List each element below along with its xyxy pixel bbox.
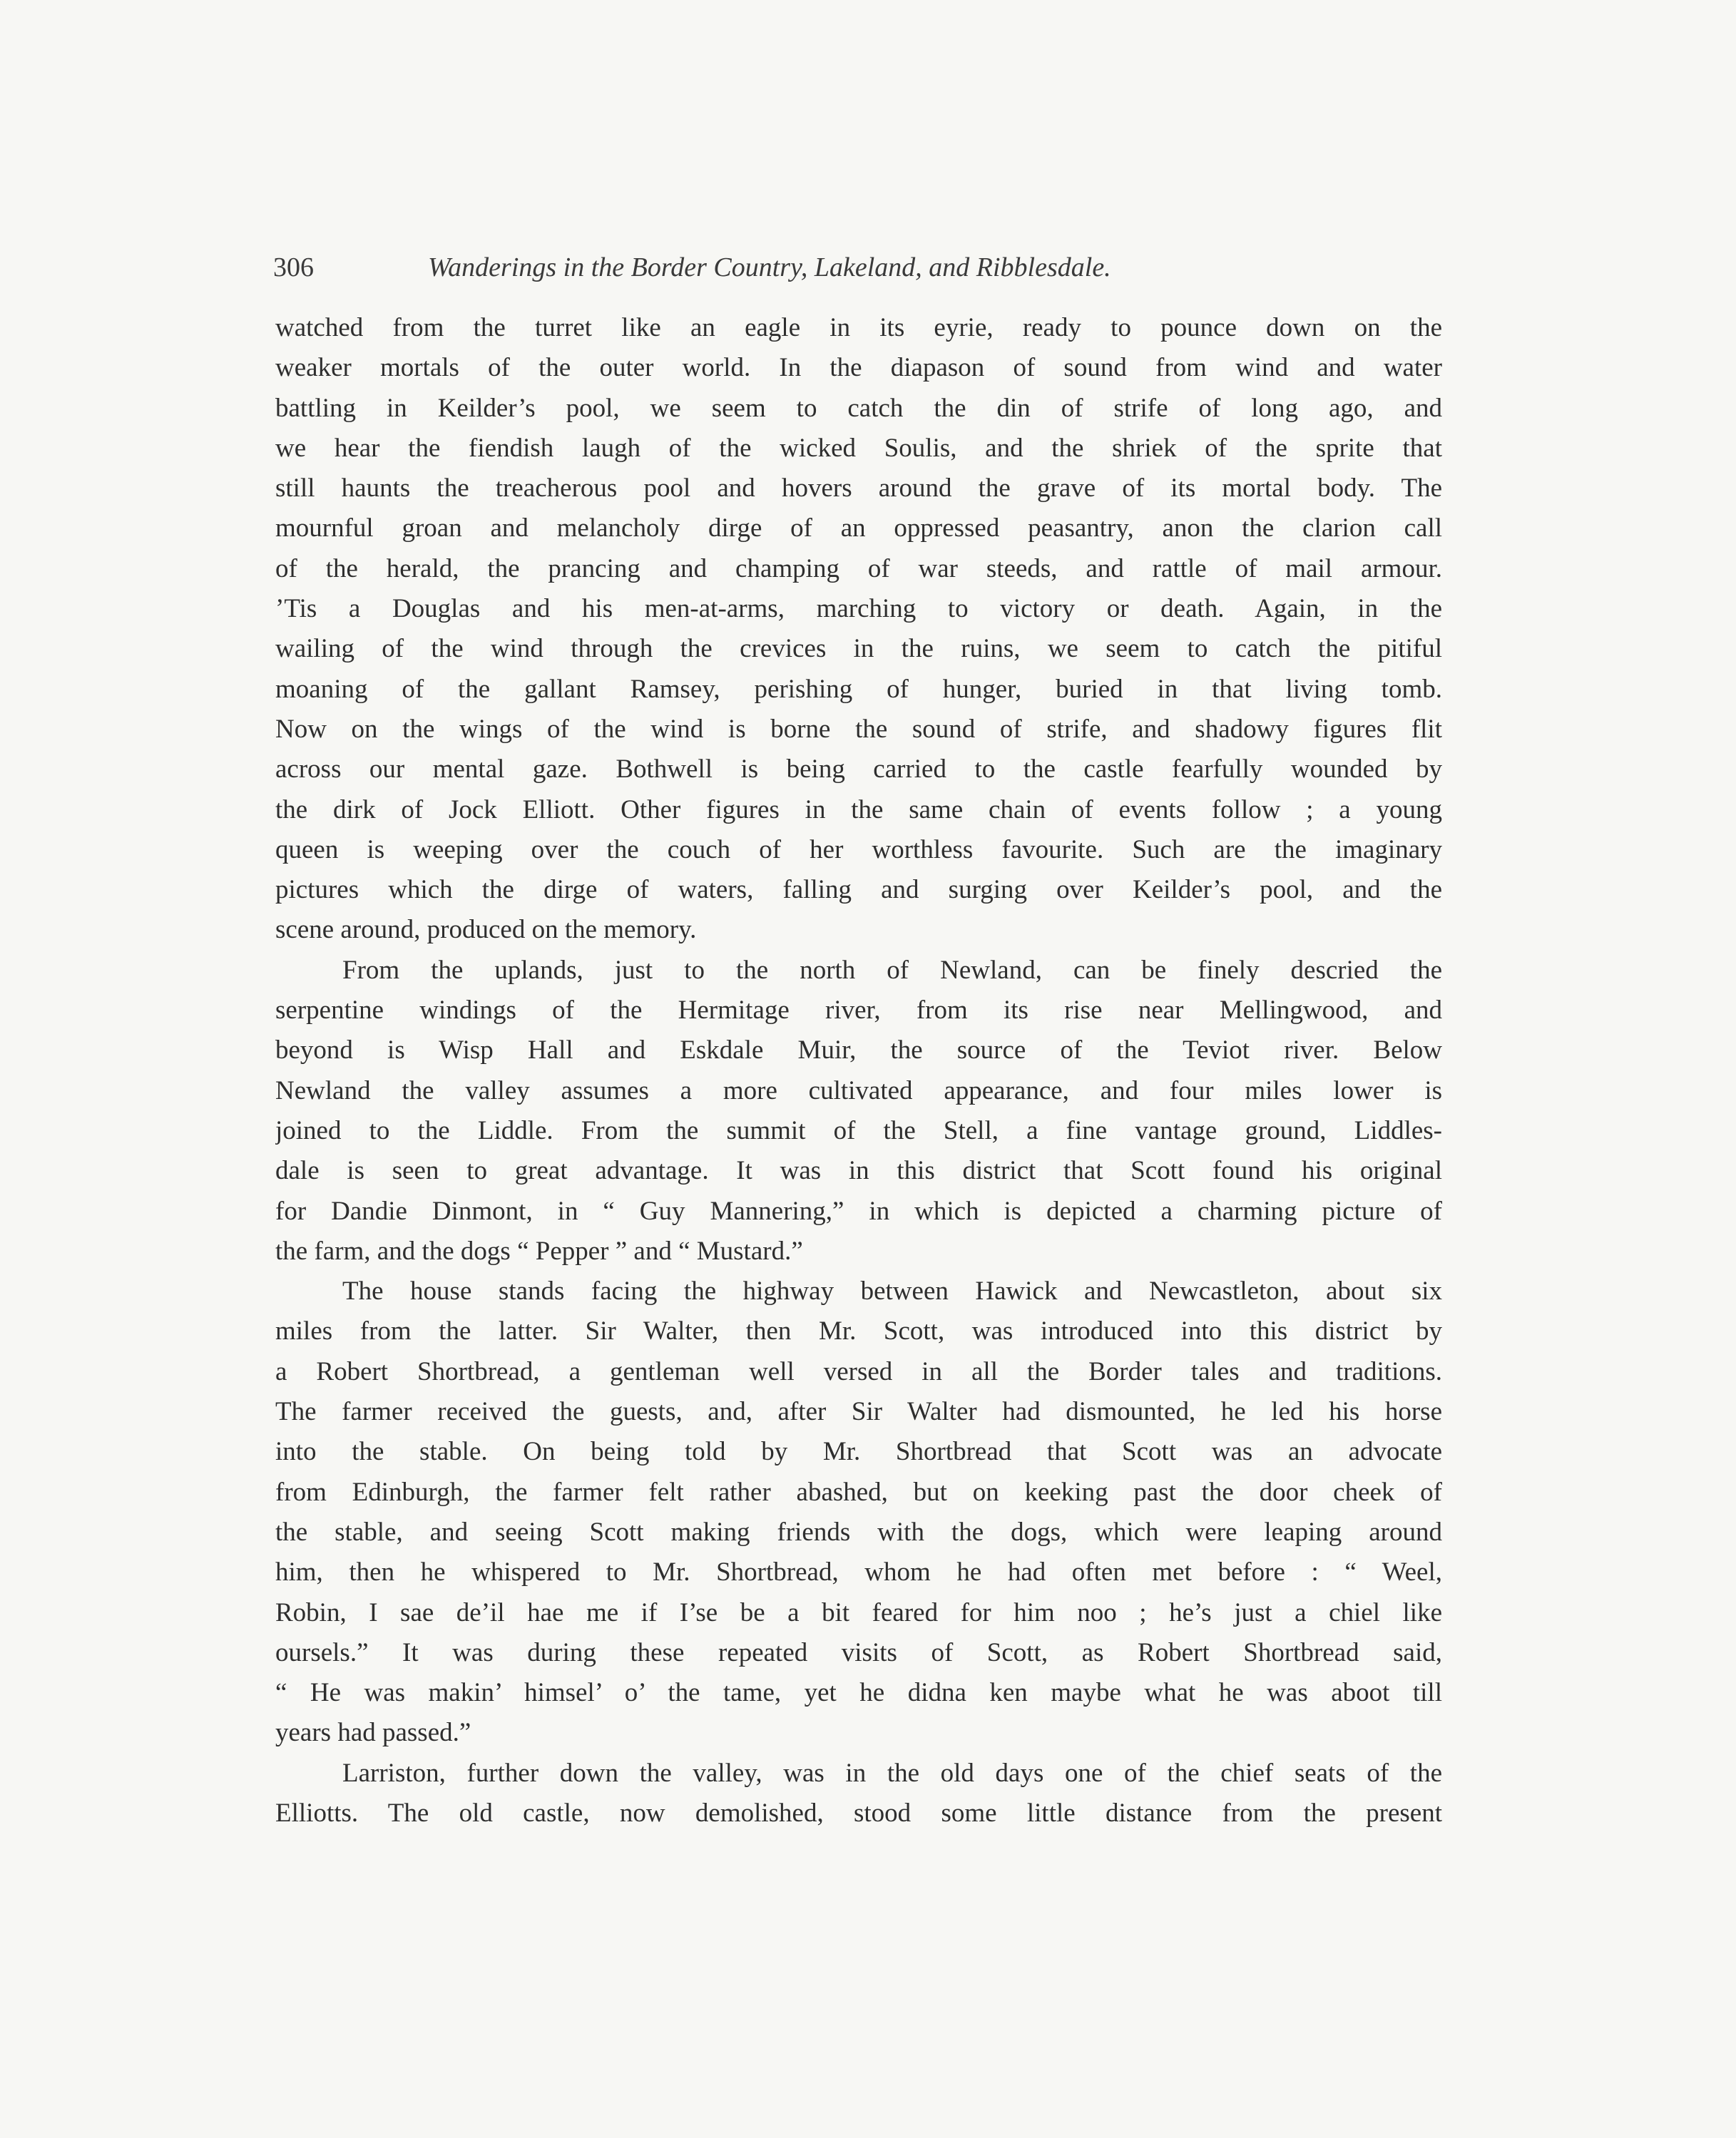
paragraph-start-line: The house stands facing the highway between Hawick and Newcastleton, about six bbox=[342, 1277, 1442, 1306]
text-line: queen is weeping over the couch of her worthless favourite. Such are the imaginary bbox=[275, 834, 1442, 864]
text-line: “ He was makin’ himsel’ o’ the tame, yet he didna ken maybe what he was aboot till bbox=[275, 1678, 1442, 1708]
text-line: The farmer received the guests, and, after Sir Walter had dismounted, he led his horse bbox=[275, 1397, 1442, 1427]
text-line: mournful groan and melancholy dirge of an oppressed peasantry, anon the clarion call bbox=[275, 513, 1442, 543]
text-line: Robin, I sae de’il hae me if I’se be a bit feared for him noo ; he’s just a chiel like bbox=[275, 1597, 1442, 1627]
text-line: watched from the turret like an eagle in its eyrie, ready to pounce down on the bbox=[275, 313, 1442, 342]
text-line: serpentine windings of the Hermitage river, from its rise near Mellingwood, and bbox=[275, 996, 1442, 1025]
text-line: Newland the valley assumes a more cultivated appearance, and four miles lower is bbox=[275, 1075, 1442, 1105]
paragraph-start-line: Larriston, further down the valley, was in the old days one of the chief seats of the bbox=[342, 1758, 1442, 1788]
paragraph-start-line: From the uplands, just to the north of Newland, can be finely descried the bbox=[342, 955, 1442, 985]
text-line: pictures which the dirge of waters, falling and surging over Keilder’s pool, and the bbox=[275, 875, 1442, 905]
text-line: joined to the Liddle. From the summit of the Stell, a fine vantage ground, Liddles- bbox=[275, 1115, 1442, 1145]
text-line: across our mental gaze. Bothwell is being carried to the castle fearfully wounded by bbox=[275, 755, 1442, 784]
running-title: Wanderings in the Border Country, Lakeland, and Ribblesdale. bbox=[428, 252, 1111, 282]
text-line: him, then he whispered to Mr. Shortbread, whom he had often met before : “ Weel, bbox=[275, 1558, 1442, 1587]
text-line: of the herald, the prancing and champing of war steeds, and rattle of mail armour. bbox=[275, 553, 1442, 583]
text-line: Elliotts. The old castle, now demolished, stood some little distance from the present bbox=[275, 1798, 1442, 1828]
text-line: we hear the fiendish laugh of the wicked Soulis, and the shriek of the sprite that bbox=[275, 433, 1442, 463]
text-line: from Edinburgh, the farmer felt rather abashed, but on keeking past the door cheek of bbox=[275, 1477, 1442, 1507]
text-line: oursels.” It was during these repeated visits of Scott, as Robert Shortbread said, bbox=[275, 1637, 1442, 1667]
text-line: weaker mortals of the outer world. In the diapason of sound from wind and water bbox=[275, 353, 1442, 383]
page-number: 306 bbox=[273, 252, 314, 282]
text-line: years had passed.” bbox=[275, 1718, 471, 1748]
running-head bbox=[273, 242, 1443, 292]
text-line: dale is seen to great advantage. It was in this district that Scott found his original bbox=[275, 1156, 1442, 1186]
text-line: beyond is Wisp Hall and Eskdale Muir, the source of the Teviot river. Below bbox=[275, 1035, 1442, 1065]
text-line: into the stable. On being told by Mr. Shortbread that Scott was an advocate bbox=[275, 1437, 1442, 1467]
text-line: still haunts the treacherous pool and hovers around the grave of its mortal body. The bbox=[275, 474, 1442, 503]
text-line: for Dandie Dinmont, in “ Guy Mannering,” in which is depicted a charming picture of bbox=[275, 1196, 1442, 1226]
text-line: miles from the latter. Sir Walter, then Mr. Scott, was introduced into this district by bbox=[275, 1316, 1442, 1346]
text-line: battling in Keilder’s pool, we seem to catch the din of strife of long ago, and bbox=[275, 393, 1442, 423]
text-line: scene around, produced on the memory. bbox=[275, 915, 697, 945]
text-line: the farm, and the dogs “ Pepper ” and “ Mustard.” bbox=[275, 1236, 803, 1266]
body-text bbox=[275, 308, 1442, 1833]
text-line: ’Tis a Douglas and his men-at-arms, marching to victory or death. Again, in the bbox=[275, 594, 1442, 624]
text-line: Now on the wings of the wind is borne the sound of strife, and shadowy figures flit bbox=[275, 714, 1442, 744]
text-line: wailing of the wind through the crevices in the ruins, we seem to catch the pitiful bbox=[275, 634, 1442, 664]
text-line: the stable, and seeing Scott making friends with the dogs, which were leaping around bbox=[275, 1517, 1442, 1547]
text-line: moaning of the gallant Ramsey, perishing of hunger, buried in that living tomb. bbox=[275, 674, 1442, 704]
text-line: a Robert Shortbread, a gentleman well versed in all the Border tales and traditions. bbox=[275, 1356, 1442, 1386]
text-line: the dirk of Jock Elliott. Other figures in the same chain of events follow ; a young bbox=[275, 794, 1442, 824]
